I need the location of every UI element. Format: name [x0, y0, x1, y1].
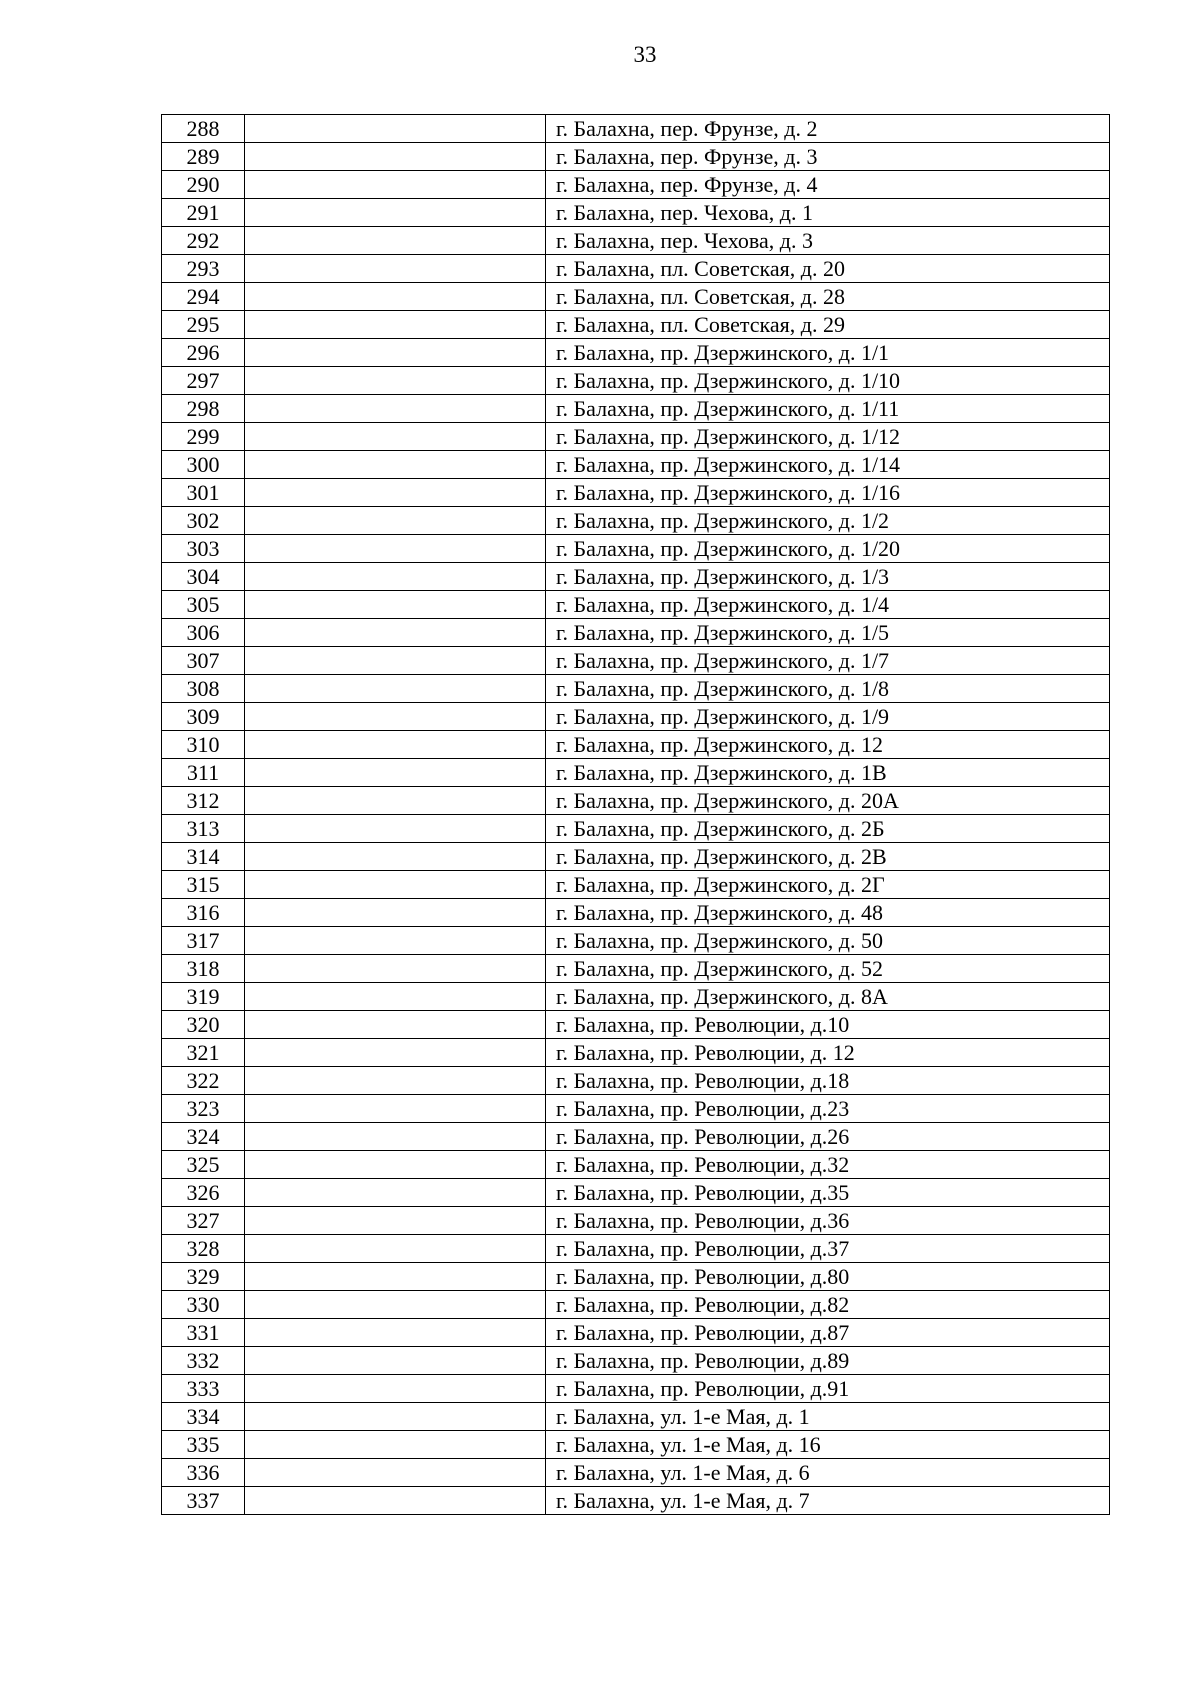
table-row — [162, 1459, 1110, 1487]
empty-cell — [245, 1123, 546, 1151]
table-row — [162, 1151, 1110, 1179]
address-cell: г. Балахна, пр. Революции, д.87 — [546, 1319, 1110, 1347]
address-cell: г. Балахна, пр. Революции, д.18 — [546, 1067, 1110, 1095]
address-cell: г. Балахна, ул. 1-е Мая, д. 7 — [546, 1487, 1110, 1515]
row-number-cell: 331 — [162, 1319, 245, 1347]
table-row — [162, 1487, 1110, 1515]
row-number-cell: 293 — [162, 255, 245, 283]
address-cell: г. Балахна, пер. Чехова, д. 1 — [546, 199, 1110, 227]
empty-cell — [245, 1263, 546, 1291]
address-cell: г. Балахна, пр. Дзержинского, д. 1/5 — [546, 619, 1110, 647]
address-cell: г. Балахна, пр. Революции, д.10 — [546, 1011, 1110, 1039]
row-number-cell: 312 — [162, 787, 245, 815]
empty-cell — [245, 871, 546, 899]
address-cell: г. Балахна, пр. Революции, д.91 — [546, 1375, 1110, 1403]
row-number-cell: 326 — [162, 1179, 245, 1207]
address-cell: г. Балахна, пр. Революции, д.32 — [546, 1151, 1110, 1179]
table-row — [162, 871, 1110, 899]
row-number-cell: 317 — [162, 927, 245, 955]
empty-cell — [245, 339, 546, 367]
table-row — [162, 367, 1110, 395]
row-number-cell: 298 — [162, 395, 245, 423]
address-cell: г. Балахна, пр. Дзержинского, д. 8А — [546, 983, 1110, 1011]
address-cell: г. Балахна, пр. Дзержинского, д. 1/4 — [546, 591, 1110, 619]
row-number-cell: 297 — [162, 367, 245, 395]
address-cell: г. Балахна, пер. Чехова, д. 3 — [546, 227, 1110, 255]
table-row — [162, 1067, 1110, 1095]
table-row — [162, 1291, 1110, 1319]
table-row — [162, 1179, 1110, 1207]
table-row — [162, 563, 1110, 591]
row-number-cell: 299 — [162, 423, 245, 451]
empty-cell — [245, 1179, 546, 1207]
row-number-cell: 289 — [162, 143, 245, 171]
row-number-cell: 316 — [162, 899, 245, 927]
table-row — [162, 703, 1110, 731]
table-row — [162, 423, 1110, 451]
table-row — [162, 647, 1110, 675]
empty-cell — [245, 1095, 546, 1123]
empty-cell — [245, 1151, 546, 1179]
table-row — [162, 787, 1110, 815]
row-number-cell: 305 — [162, 591, 245, 619]
row-number-cell: 314 — [162, 843, 245, 871]
table-row — [162, 927, 1110, 955]
row-number-cell: 288 — [162, 115, 245, 143]
address-cell: г. Балахна, пр. Дзержинского, д. 52 — [546, 955, 1110, 983]
row-number-cell: 328 — [162, 1235, 245, 1263]
table-row — [162, 255, 1110, 283]
empty-cell — [245, 1235, 546, 1263]
row-number-cell: 335 — [162, 1431, 245, 1459]
row-number-cell: 308 — [162, 675, 245, 703]
empty-cell — [245, 535, 546, 563]
empty-cell — [245, 199, 546, 227]
table-row — [162, 1263, 1110, 1291]
table-row — [162, 1347, 1110, 1375]
table-row — [162, 395, 1110, 423]
address-cell: г. Балахна, пл. Советская, д. 29 — [546, 311, 1110, 339]
row-number-cell: 322 — [162, 1067, 245, 1095]
row-number-cell: 300 — [162, 451, 245, 479]
empty-cell — [245, 1207, 546, 1235]
table-row — [162, 451, 1110, 479]
empty-cell — [245, 955, 546, 983]
empty-cell — [245, 143, 546, 171]
address-cell: г. Балахна, пр. Революции, д.23 — [546, 1095, 1110, 1123]
address-cell: г. Балахна, пр. Дзержинского, д. 1/2 — [546, 507, 1110, 535]
empty-cell — [245, 899, 546, 927]
empty-cell — [245, 703, 546, 731]
row-number-cell: 302 — [162, 507, 245, 535]
row-number-cell: 303 — [162, 535, 245, 563]
address-cell: г. Балахна, пр. Дзержинского, д. 1/12 — [546, 423, 1110, 451]
table-row — [162, 815, 1110, 843]
empty-cell — [245, 815, 546, 843]
row-number-cell: 324 — [162, 1123, 245, 1151]
empty-cell — [245, 1459, 546, 1487]
row-number-cell: 337 — [162, 1487, 245, 1515]
row-number-cell: 327 — [162, 1207, 245, 1235]
table-row — [162, 759, 1110, 787]
table-row — [162, 731, 1110, 759]
table-row — [162, 1403, 1110, 1431]
address-cell: г. Балахна, пр. Дзержинского, д. 2Г — [546, 871, 1110, 899]
table-row — [162, 199, 1110, 227]
row-number-cell: 307 — [162, 647, 245, 675]
address-cell: г. Балахна, пр. Дзержинского, д. 1/10 — [546, 367, 1110, 395]
address-cell: г. Балахна, пер. Фрунзе, д. 3 — [546, 143, 1110, 171]
address-cell: г. Балахна, пр. Дзержинского, д. 20А — [546, 787, 1110, 815]
empty-cell — [245, 423, 546, 451]
empty-cell — [245, 283, 546, 311]
empty-cell — [245, 591, 546, 619]
table-row — [162, 1431, 1110, 1459]
row-number-cell: 296 — [162, 339, 245, 367]
empty-cell — [245, 731, 546, 759]
table-row — [162, 227, 1110, 255]
address-cell: г. Балахна, пер. Фрунзе, д. 2 — [546, 115, 1110, 143]
table-row — [162, 1375, 1110, 1403]
address-cell: г. Балахна, пр. Дзержинского, д. 12 — [546, 731, 1110, 759]
table-row — [162, 1095, 1110, 1123]
row-number-cell: 336 — [162, 1459, 245, 1487]
address-cell: г. Балахна, пл. Советская, д. 28 — [546, 283, 1110, 311]
empty-cell — [245, 255, 546, 283]
address-cell: г. Балахна, пр. Революции, д.89 — [546, 1347, 1110, 1375]
address-cell: г. Балахна, пр. Дзержинского, д. 1/7 — [546, 647, 1110, 675]
empty-cell — [245, 171, 546, 199]
empty-cell — [245, 675, 546, 703]
address-cell: г. Балахна, пер. Фрунзе, д. 4 — [546, 171, 1110, 199]
row-number-cell: 321 — [162, 1039, 245, 1067]
table-row — [162, 619, 1110, 647]
address-cell: г. Балахна, пр. Дзержинского, д. 2Б — [546, 815, 1110, 843]
address-cell: г. Балахна, пл. Советская, д. 20 — [546, 255, 1110, 283]
address-cell: г. Балахна, пр. Революции, д.36 — [546, 1207, 1110, 1235]
row-number-cell: 304 — [162, 563, 245, 591]
table-row — [162, 591, 1110, 619]
address-cell: г. Балахна, пр. Дзержинского, д. 1/11 — [546, 395, 1110, 423]
row-number-cell: 291 — [162, 199, 245, 227]
table-row — [162, 983, 1110, 1011]
table-row — [162, 675, 1110, 703]
table-row — [162, 1207, 1110, 1235]
row-number-cell: 330 — [162, 1291, 245, 1319]
empty-cell — [245, 983, 546, 1011]
empty-cell — [245, 843, 546, 871]
row-number-cell: 311 — [162, 759, 245, 787]
row-number-cell: 318 — [162, 955, 245, 983]
empty-cell — [245, 1487, 546, 1515]
table-row — [162, 1235, 1110, 1263]
address-cell: г. Балахна, пр. Революции, д.35 — [546, 1179, 1110, 1207]
empty-cell — [245, 395, 546, 423]
empty-cell — [245, 619, 546, 647]
row-number-cell: 329 — [162, 1263, 245, 1291]
address-table — [161, 114, 1110, 1515]
empty-cell — [245, 507, 546, 535]
row-number-cell: 320 — [162, 1011, 245, 1039]
empty-cell — [245, 311, 546, 339]
row-number-cell: 292 — [162, 227, 245, 255]
address-cell: г. Балахна, пр. Дзержинского, д. 1/16 — [546, 479, 1110, 507]
table-row — [162, 1123, 1110, 1151]
address-cell: г. Балахна, пр. Дзержинского, д. 1/9 — [546, 703, 1110, 731]
empty-cell — [245, 1319, 546, 1347]
empty-cell — [245, 451, 546, 479]
row-number-cell: 325 — [162, 1151, 245, 1179]
empty-cell — [245, 1403, 546, 1431]
table-row — [162, 311, 1110, 339]
empty-cell — [245, 647, 546, 675]
empty-cell — [245, 1347, 546, 1375]
address-cell: г. Балахна, пр. Революции, д.26 — [546, 1123, 1110, 1151]
table-row — [162, 339, 1110, 367]
address-cell: г. Балахна, пр. Дзержинского, д. 1/14 — [546, 451, 1110, 479]
page-number: 33 — [633, 42, 657, 67]
table-row — [162, 1011, 1110, 1039]
table-row — [162, 1319, 1110, 1347]
empty-cell — [245, 115, 546, 143]
empty-cell — [245, 227, 546, 255]
address-cell: г. Балахна, пр. Дзержинского, д. 1В — [546, 759, 1110, 787]
address-cell: г. Балахна, пр. Революции, д.82 — [546, 1291, 1110, 1319]
row-number-cell: 334 — [162, 1403, 245, 1431]
empty-cell — [245, 479, 546, 507]
empty-cell — [245, 1291, 546, 1319]
row-number-cell: 313 — [162, 815, 245, 843]
row-number-cell: 310 — [162, 731, 245, 759]
row-number-cell: 301 — [162, 479, 245, 507]
address-cell: г. Балахна, пр. Дзержинского, д. 1/3 — [546, 563, 1110, 591]
row-number-cell: 333 — [162, 1375, 245, 1403]
table-row — [162, 479, 1110, 507]
table-row — [162, 843, 1110, 871]
row-number-cell: 294 — [162, 283, 245, 311]
address-cell: г. Балахна, ул. 1-е Мая, д. 6 — [546, 1459, 1110, 1487]
address-cell: г. Балахна, пр. Дзержинского, д. 1/8 — [546, 675, 1110, 703]
empty-cell — [245, 367, 546, 395]
table-row — [162, 143, 1110, 171]
address-cell: г. Балахна, пр. Дзержинского, д. 2В — [546, 843, 1110, 871]
table-row — [162, 955, 1110, 983]
address-cell: г. Балахна, пр. Дзержинского, д. 1/1 — [546, 339, 1110, 367]
address-cell: г. Балахна, пр. Революции, д.37 — [546, 1235, 1110, 1263]
empty-cell — [245, 759, 546, 787]
empty-cell — [245, 927, 546, 955]
address-cell: г. Балахна, пр. Революции, д. 12 — [546, 1039, 1110, 1067]
address-cell: г. Балахна, пр. Дзержинского, д. 1/20 — [546, 535, 1110, 563]
empty-cell — [245, 1011, 546, 1039]
table-row — [162, 171, 1110, 199]
row-number-cell: 309 — [162, 703, 245, 731]
address-table-body — [162, 115, 1110, 1515]
empty-cell — [245, 1431, 546, 1459]
table-row — [162, 115, 1110, 143]
address-cell: г. Балахна, пр. Дзержинского, д. 48 — [546, 899, 1110, 927]
empty-cell — [245, 563, 546, 591]
table-row — [162, 507, 1110, 535]
row-number-cell: 323 — [162, 1095, 245, 1123]
address-cell: г. Балахна, ул. 1-е Мая, д. 16 — [546, 1431, 1110, 1459]
address-cell: г. Балахна, пр. Революции, д.80 — [546, 1263, 1110, 1291]
empty-cell — [245, 787, 546, 815]
address-cell: г. Балахна, ул. 1-е Мая, д. 1 — [546, 1403, 1110, 1431]
empty-cell — [245, 1067, 546, 1095]
row-number-cell: 290 — [162, 171, 245, 199]
row-number-cell: 315 — [162, 871, 245, 899]
row-number-cell: 332 — [162, 1347, 245, 1375]
row-number-cell: 319 — [162, 983, 245, 1011]
row-number-cell: 306 — [162, 619, 245, 647]
table-row — [162, 283, 1110, 311]
table-row — [162, 899, 1110, 927]
empty-cell — [245, 1375, 546, 1403]
table-row — [162, 535, 1110, 563]
address-cell: г. Балахна, пр. Дзержинского, д. 50 — [546, 927, 1110, 955]
table-row — [162, 1039, 1110, 1067]
row-number-cell: 295 — [162, 311, 245, 339]
empty-cell — [245, 1039, 546, 1067]
